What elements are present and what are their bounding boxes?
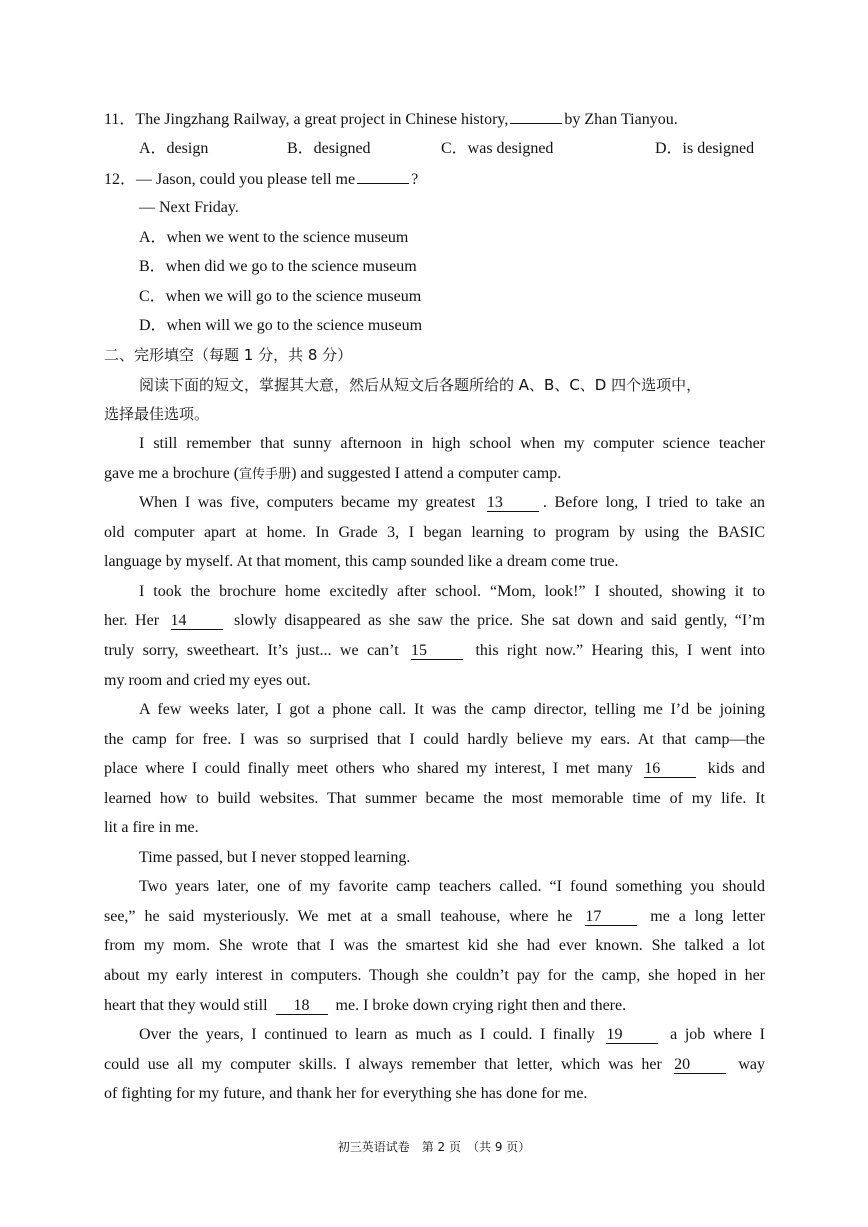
blank-16: 16 — [644, 760, 696, 778]
passage-line: about my early interest in computers. Though she couldn’t pay for the camp, she hoped in her — [104, 967, 765, 984]
option-b: B．designed — [287, 140, 371, 157]
question-12 — [104, 169, 418, 190]
passage-line: I took the brochure home excitedly after school. “Mom, look!” I shouted, showing it to — [139, 583, 765, 600]
passage-text: slowly disappeared as she saw the price. She sat down and said gently, “I’m — [234, 612, 766, 629]
passage-line: A few weeks later, I got a phone call. It was the camp director, telling me I’d be joining — [139, 701, 765, 718]
passage-line: my room and cried my eyes out. — [104, 672, 311, 689]
option-b: B．when did we go to the science museum — [139, 258, 417, 275]
dialog-response: — Next Friday. — [139, 199, 239, 216]
passage-text: Over the years, I continued to learn as much as I could. I finally — [139, 1026, 595, 1043]
question-stem: ? — [411, 171, 419, 188]
passage-text: heart that they would still — [104, 997, 268, 1014]
question-stem: — Jason, could you please tell me — [136, 171, 356, 188]
passage-text: me. I broke down crying right then and there. — [335, 997, 627, 1014]
passage-text: me a long letter — [650, 908, 766, 925]
option-a: A．design — [139, 140, 209, 157]
question-11 — [104, 109, 678, 130]
section-instruction: 阅读下面的短文，掌握其大意，然后从短文后各题所给的 A、B、C、D 四个选项中， — [139, 376, 702, 394]
passage-text: could use all my computer skills. I always remember that letter, which was her — [104, 1056, 662, 1073]
passage-text: this right now.” Hearing this, I went into — [475, 642, 766, 659]
passage-line: language by myself. At that moment, this camp sounded like a dream come true. — [104, 553, 619, 570]
answer-blank — [357, 169, 409, 184]
section-instruction: 选择最佳选项。 — [104, 405, 210, 423]
passage-line: old computer apart at home. In Grade 3, I began learning to program by using the BASIC — [104, 524, 765, 541]
passage-line — [104, 1055, 765, 1075]
passage-line: lit a fire in me. — [104, 819, 199, 836]
passage-line: of fighting for my future, and thank her for everything she has done for me. — [104, 1085, 588, 1102]
passage-line: from my mom. She wrote that I was the smartest kid she had ever known. She talked a lot — [104, 937, 765, 954]
passage-text: truly sorry, sweetheart. It’s just... we can’t — [104, 642, 399, 659]
option-a: A．when we went to the science museum — [139, 229, 409, 246]
passage-line — [104, 759, 765, 779]
passage-line: I still remember that sunny afternoon in high school when my computer science teacher — [139, 435, 765, 452]
passage-text: a job where I — [670, 1026, 766, 1043]
passage-line — [139, 1025, 765, 1045]
blank-17: 17 — [585, 908, 637, 926]
passage-line — [139, 493, 765, 513]
question-number: 12． — [104, 171, 137, 188]
option-d: D．is designed — [655, 140, 755, 157]
section-heading: 二、完形填空（每题 1 分，共 8 分） — [104, 346, 353, 364]
passage-text: kids and — [707, 760, 766, 777]
answer-blank — [510, 109, 562, 124]
blank-19: 19 — [606, 1026, 658, 1044]
passage-text: way — [738, 1056, 766, 1073]
blank-14: 14 — [171, 612, 223, 630]
passage-text: see,” he said mysteriously. We met at a small teahouse, where he — [104, 908, 573, 925]
passage-line — [104, 464, 561, 485]
passage-line — [104, 641, 765, 661]
blank-20: 20 — [674, 1056, 726, 1074]
blank-15: 15 — [411, 642, 463, 660]
passage-text: ) and suggested I attend a computer camp. — [291, 465, 562, 482]
passage-line: Two years later, one of my favorite camp teachers called. “I found something you should — [139, 878, 765, 895]
question-stem: The Jingzhang Railway, a great project in Chinese history, — [135, 111, 509, 128]
page-footer: 初三英语试卷 第 2 页 （共 9 页） — [337, 1140, 531, 1154]
option-d: D．when will we go to the science museum — [139, 317, 423, 334]
passage-line: the camp for free. I was so surprised that I could hardly believe my ears. At that camp—the — [104, 731, 765, 748]
option-c: C．when we will go to the science museum — [139, 288, 422, 305]
passage-text: her. Her — [104, 612, 160, 629]
passage-line — [104, 907, 765, 927]
passage-text: . Before long, I tried to take an — [542, 494, 766, 511]
passage-line: Time passed, but I never stopped learning. — [139, 849, 411, 866]
passage-text: gave me a brochure ( — [104, 465, 240, 482]
passage-text: When I was five, computers became my greatest — [139, 494, 476, 511]
passage-line — [104, 996, 626, 1016]
blank-18: 18 — [276, 997, 328, 1015]
passage-line: learned how to build websites. That summer became the most memorable time of my life. It — [104, 790, 765, 807]
question-stem: by Zhan Tianyou. — [564, 111, 678, 128]
passage-gloss: 宣传手册 — [239, 467, 292, 482]
option-c: C．was designed — [441, 140, 554, 157]
question-number: 11． — [104, 111, 136, 128]
blank-13: 13 — [487, 494, 539, 512]
passage-line — [104, 611, 765, 631]
passage-text: place where I could finally meet others who shared my interest, I met many — [104, 760, 633, 777]
